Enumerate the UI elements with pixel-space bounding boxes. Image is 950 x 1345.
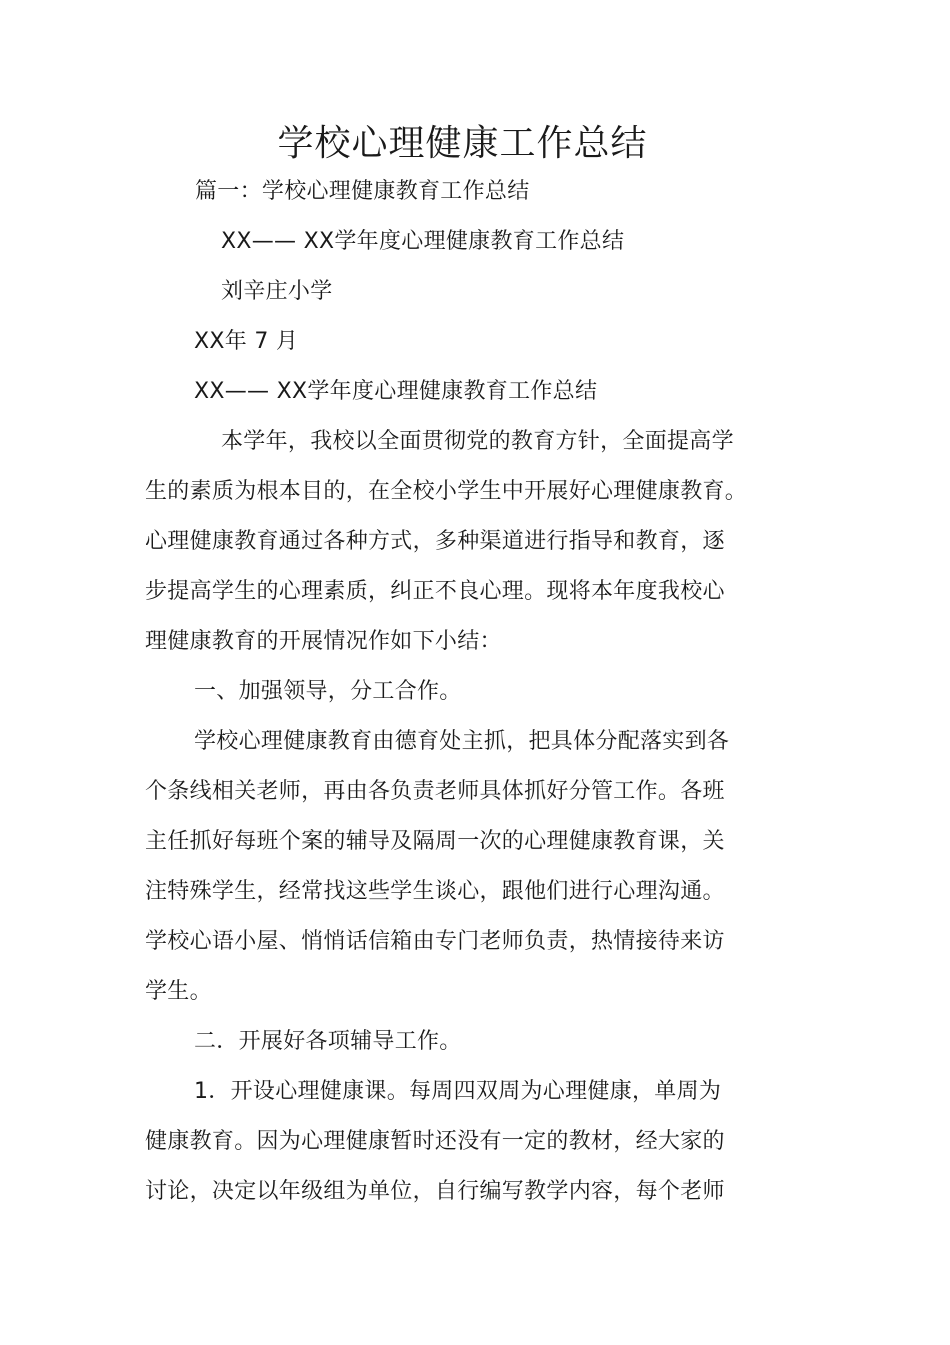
paragraph-line: 学校心语小屋、悄悄话信箱由专门老师负责，热情接待来访 (145, 929, 725, 954)
section-heading: 一、加强领导，分工合作。 (194, 679, 462, 704)
paragraph-line: 理健康教育的开展情况作如下小结： (145, 629, 502, 654)
paragraph-line: 学校心理健康教育由德育处主抓，把具体分配落实到各 (194, 729, 730, 754)
paragraph-line: 主任抓好每班个案的辅导及隔周一次的心理健康教育课，关 (145, 829, 725, 854)
document-title: 学校心理健康工作总结 (277, 123, 648, 164)
paragraph-line: 1．开设心理健康课。每周四双周为心理健康，单周为 (194, 1079, 722, 1104)
report-heading: XX—— XX学年度心理健康教育工作总结 (194, 379, 598, 404)
paragraph-line: 注特殊学生，经常找这些学生谈心，跟他们进行心理沟通。 (145, 879, 725, 904)
school-name: 刘辛庄小学 (221, 279, 333, 304)
paragraph-line: 学生。 (145, 979, 212, 1004)
paragraph-line: 健康教育。因为心理健康暂时还没有一定的教材，经大家的 (145, 1129, 725, 1154)
paragraph-line: 步提高学生的心理素质，纠正不良心理。现将本年度我校心 (145, 579, 725, 604)
date-line: XX年 7 月 (194, 329, 299, 354)
paragraph-line: 个条线相关老师，再由各负责老师具体抓好分管工作。各班 (145, 779, 725, 804)
section-heading: 二．开展好各项辅导工作。 (194, 1029, 462, 1054)
paragraph-line: 心理健康教育通过各种方式，多种渠道进行指导和教育，逐 (145, 529, 725, 554)
paragraph-line: 生的素质为根本目的，在全校小学生中开展好心理健康教育。 (145, 479, 748, 504)
paragraph-line: 本学年，我校以全面贯彻党的教育方针，全面提高学 (221, 429, 734, 454)
sub-heading: XX—— XX学年度心理健康教育工作总结 (221, 229, 625, 254)
paragraph-line: 讨论，决定以年级组为单位，自行编写教学内容，每个老师 (145, 1179, 725, 1204)
chapter-heading: 篇一：学校心理健康教育工作总结 (195, 179, 530, 204)
